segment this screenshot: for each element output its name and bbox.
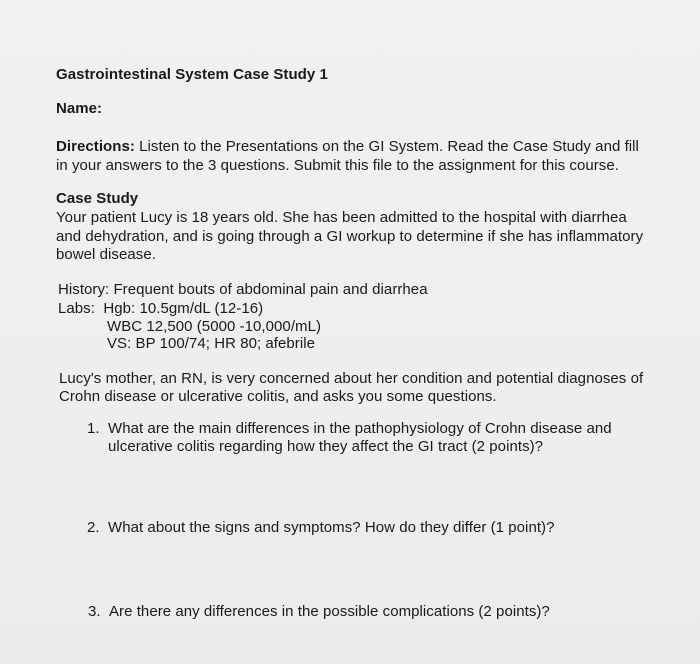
labs-line-1: Labs: Hgb: 10.5gm/dL (12-16)	[58, 300, 264, 317]
question-2-line-1: What about the signs and symptoms? How do they differ (1 point)?	[108, 519, 555, 536]
directions-line-1	[56, 138, 639, 156]
case-study-heading: Case Study	[56, 190, 139, 207]
labs-line-3: VS: BP 100/74; HR 80; afebrile	[107, 335, 316, 352]
history-line: History: Frequent bouts of abdominal pain and diarrhea	[58, 281, 428, 298]
directions-line-2: in your answers to the 3 questions. Submit this file to the assignment for this course.	[56, 157, 619, 174]
question-3-number: 3.	[88, 603, 101, 620]
directions-text-1: Listen to the Presentations on the GI System. Read the Case Study and fill	[139, 138, 639, 155]
name-label: Name:	[56, 100, 103, 117]
labs-line-2: WBC 12,500 (5000 -10,000/mL)	[107, 318, 322, 335]
question-2-number: 2.	[87, 519, 100, 536]
mother-paragraph-line-2: Crohn disease or ulcerative colitis, and asks you some questions.	[59, 388, 497, 405]
mother-paragraph-line-1: Lucy's mother, an RN, is very concerned about her condition and potential diagnoses of	[59, 370, 644, 387]
case-study-line-1: Your patient Lucy is 18 years old. She has been admitted to the hospital with diarrhea	[56, 209, 627, 226]
question-1-line-1: What are the main differences in the pathophysiology of Crohn disease and	[108, 420, 612, 437]
question-1-line-2: ulcerative colitis regarding how they affect the GI tract (2 points)?	[108, 438, 544, 455]
case-study-line-3: bowel disease.	[56, 246, 156, 263]
question-3-line-1: Are there any differences in the possible complications (2 points)?	[109, 603, 550, 620]
document-title: Gastrointestinal System Case Study 1	[56, 66, 328, 83]
case-study-line-2: and dehydration, and is going through a GI workup to determine if she has inflammatory	[56, 228, 644, 245]
directions-label: Directions:	[56, 138, 135, 155]
question-1-number: 1.	[87, 420, 100, 437]
